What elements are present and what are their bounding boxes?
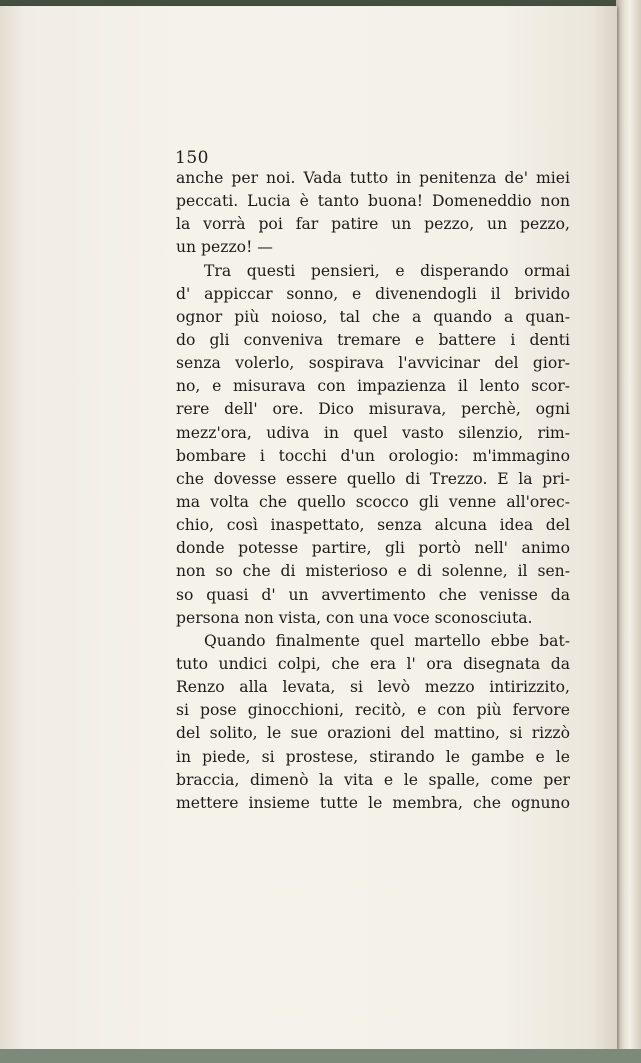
- text-line: un pezzo! —: [176, 238, 273, 257]
- text-line: donde potesse partire, gli portò nell' animo: [176, 539, 570, 558]
- text-line: so quasi d' un avvertimento che venisse da: [176, 585, 570, 604]
- text-line: do gli conveniva tremare e battere i denti: [176, 330, 570, 349]
- text-line: Quando finalmente quel martello ebbe bat-: [204, 631, 570, 650]
- page-text-block: [176, 147, 570, 815]
- text-line: braccia, dimenò la vita e le spalle, come per: [176, 770, 570, 789]
- text-line: anche per noi. Vada tutto in penitenza de' miei: [176, 169, 570, 187]
- text-line: mezz'ora, udiva in quel vasto silenzio, rim-: [176, 423, 570, 442]
- text-line: chio, così inaspettato, senza alcuna idea del: [176, 516, 570, 535]
- text-line: ma volta che quello scocco gli venne all'orec-: [176, 492, 570, 511]
- text-line: mettere insieme tutte le membra, che ognuno: [176, 793, 570, 812]
- text-line: del solito, le sue orazioni del mattino, si rizzò: [176, 724, 570, 743]
- page-number: 150: [175, 148, 209, 168]
- text-line: non so che di misterioso e di solenne, il sen-: [176, 562, 570, 581]
- text-line: rere dell' ore. Dico misurava, perchè, ogni: [176, 400, 570, 419]
- next-page-edge: [616, 0, 641, 1063]
- text-line: senza volerlo, sospirava l'avvicinar del gior-: [176, 354, 570, 373]
- text-line: ognor più noioso, tal che a quando a quan-: [176, 307, 570, 326]
- text-line: si pose ginocchioni, recitò, e con più fervore: [176, 701, 570, 720]
- text-line: la vorrà poi far patire un pezzo, un pezzo,: [176, 215, 570, 234]
- text-line: peccati. Lucia è tanto buona! Domeneddio non: [176, 192, 570, 211]
- text-line: bombare i tocchi d'un orologio: m'immagino: [176, 446, 570, 465]
- scan-background-bottom: [0, 1049, 641, 1063]
- text-line: d' appiccar sonno, e divenendogli il brivido: [176, 284, 570, 303]
- text-line: persona non vista, con una voce sconosciuta.: [176, 608, 533, 627]
- text-line: Tra questi pensieri, e disperando ormai: [204, 261, 570, 280]
- text-line: tuto undici colpi, che era l' ora disegnata da: [176, 654, 570, 673]
- text-line: no, e misurava con impazienza il lento scor-: [176, 377, 570, 396]
- text-line: in piede, si prostese, stirando le gambe e le: [176, 747, 570, 766]
- text-line: Renzo alla levata, si levò mezzo intirizzito,: [176, 678, 570, 697]
- text-line: che dovesse essere quello di Trezzo. E la pri-: [176, 469, 570, 488]
